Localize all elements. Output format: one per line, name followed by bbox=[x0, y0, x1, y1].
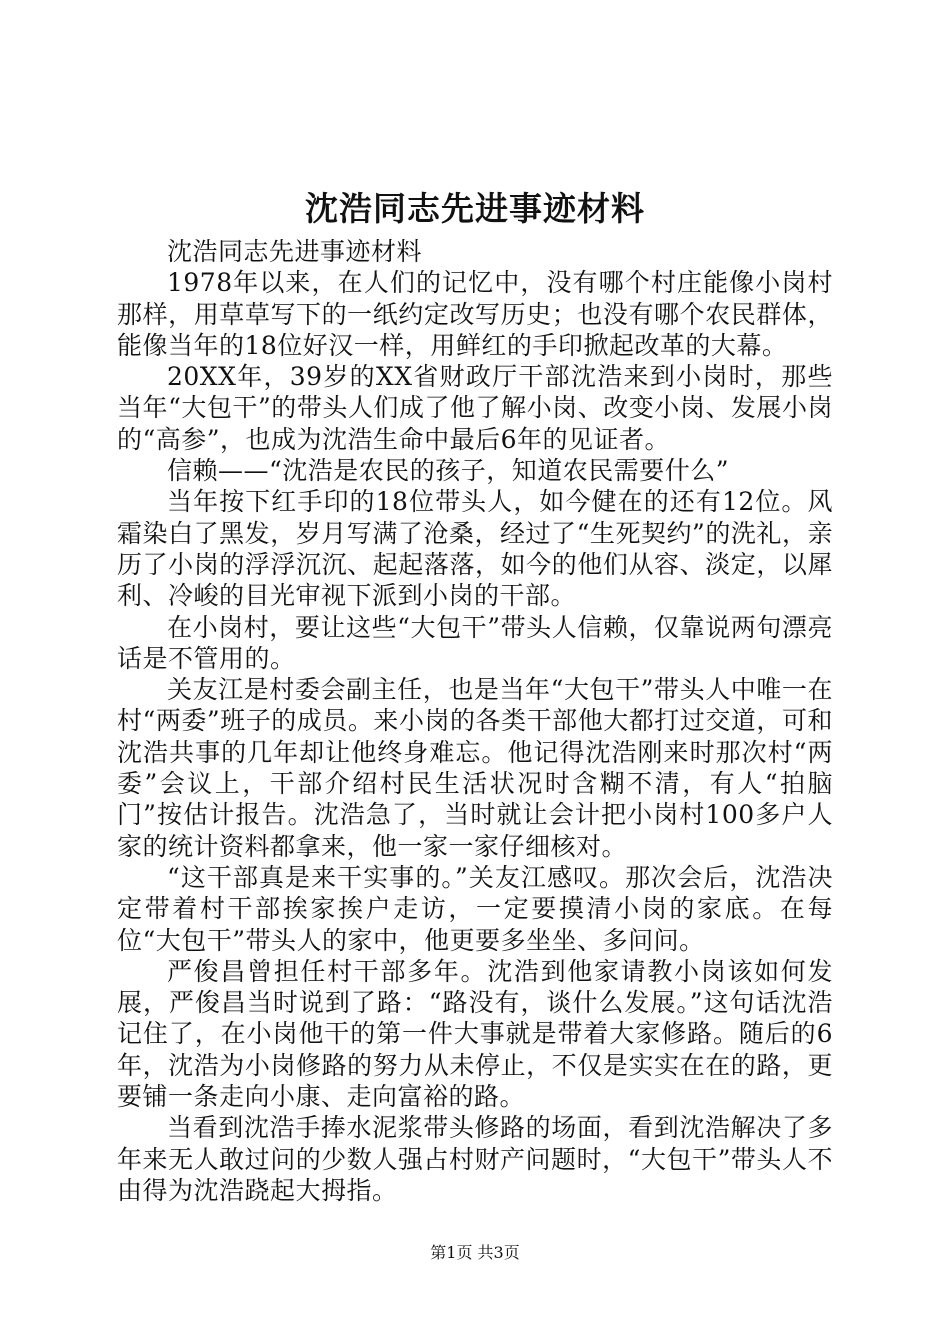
paragraph: 严俊昌曾担任村干部多年。沈浩到他家请教小岗该如何发展，严俊昌当时说到了路：“路没有，谈什么发展。”这句话沈浩记住了，在小岗他干的第一件大事就是带着大家修路。随后的6年，沈浩为小岗修路的努力从未停止，不仅是实实在在的路，更要铺一条走向小康、走向富裕的路。 bbox=[117, 956, 833, 1112]
section-heading: 信赖——“沈浩是农民的孩子，知道农民需要什么” bbox=[167, 456, 730, 486]
document-body bbox=[117, 236, 833, 1206]
paragraph: 1978年以来，在人们的记忆中，没有哪个村庄能像小岗村那样，用草草写下的一纸约定改写历史；也没有哪个农民群体，能像当年的18位好汉一样，用鲜红的手印掀起改革的大幕。 bbox=[117, 268, 833, 360]
paragraph: 关友江是村委会副主任，也是当年“大包干”带头人中唯一在村“两委”班子的成员。来小岗的各类干部他大都打过交道，可和沈浩共事的几年却让他终身难忘。他记得沈浩刚来时那次村“两委”会议上，干部介绍村民生活状况时含糊不清，有人“拍脑门”按估计报告。沈浩急了，当时就让会计把小岗村100多户人家的统计资料都拿来，他一家一家仔细核对。 bbox=[117, 675, 833, 861]
document-title: 沈浩同志先进事迹材料 bbox=[305, 189, 645, 228]
page-number-footer: 第1页 共3页 bbox=[430, 1243, 520, 1262]
paragraph: 20XX年，39岁的XX省财政厅干部沈浩来到小岗时，那些当年“大包干”的带头人们成了他了解小岗、改变小岗、发展小岗的“高参”，也成为沈浩生命中最后6年的见证者。 bbox=[117, 362, 833, 454]
paragraph-subtitle: 沈浩同志先进事迹材料 bbox=[167, 237, 423, 266]
paragraph: 在小岗村，要让这些“大包干”带头人信赖，仅靠说两句漂亮话是不管用的。 bbox=[117, 612, 833, 673]
paragraph: 当年按下红手印的18位带头人，如今健在的还有12位。风霜染白了黑发，岁月写满了沧桑，经过了“生死契约”的洗礼，亲历了小岗的浮浮沉沉、起起落落，如今的他们从容、淡定，以犀利、冷峻的目光审视下派到小岗的干部。 bbox=[117, 487, 833, 611]
paragraph: “这干部真是来干实事的。”关友江感叹。那次会后，沈浩决定带着村干部挨家挨户走访，一定要摸清小岗的家底。在每位“大包干”带头人的家中，他更要多坐坐、多问问。 bbox=[117, 862, 833, 955]
paragraph: 当看到沈浩手捧水泥浆带头修路的场面，看到沈浩解决了多年来无人敢过问的少数人强占村财产问题时，“大包干”带头人不由得为沈浩跷起大拇指。 bbox=[117, 1113, 833, 1205]
